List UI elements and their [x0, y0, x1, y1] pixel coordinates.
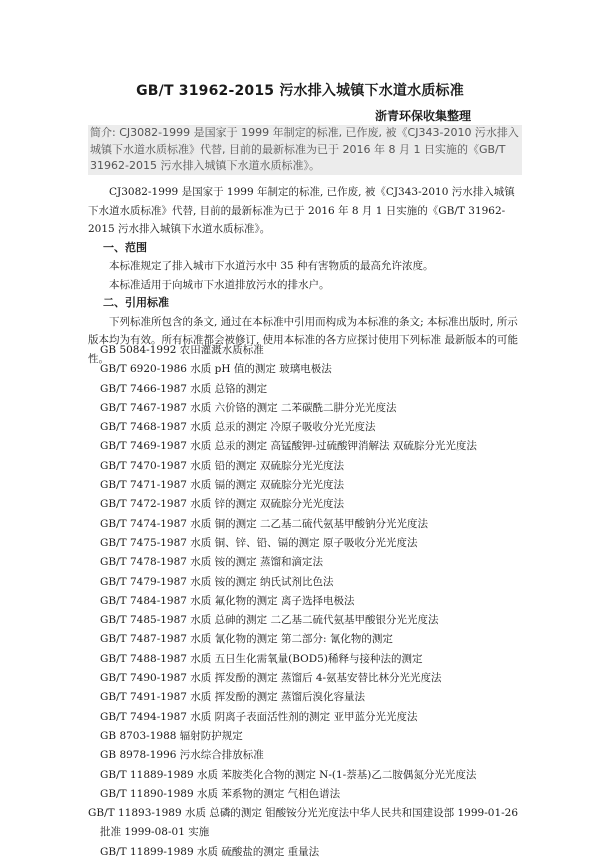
- reference-item: GB/T 7475-1987 水质 铜、锌、铅、镉的测定 原子吸收分光光度法: [100, 536, 418, 549]
- reference-item: GB/T 11889-1989 水质 苯胺类化合物的测定 N-(1-萘基)乙二胺偶氮分光光度法: [100, 768, 477, 781]
- reference-item: GB/T 7468-1987 水质 总汞的测定 冷原子吸收分光光度法: [100, 421, 376, 434]
- section-heading-scope: 一、范围: [103, 240, 147, 254]
- reference-item: GB/T 6920-1986 水质 pH 值的测定 玻璃电极法: [100, 363, 332, 376]
- reference-item: GB/T 7472-1987 水质 锌的测定 双硫腙分光光度法: [100, 498, 344, 511]
- reference-item: GB/T 11899-1989 水质 硫酸盐的测定 重量法: [100, 845, 320, 858]
- scope-paragraph-2: 本标准适用于向城市下水道排放污水的排水户。: [109, 278, 330, 291]
- reference-item: GB 5084-1992 农田灌溉水质标准: [100, 344, 264, 356]
- reference-item: GB/T 7471-1987 水质 镉的测定 双硫腙分光光度法: [100, 479, 344, 492]
- reference-item: GB/T 7478-1987 水质 铵的测定 蒸馏和滴定法: [100, 556, 323, 569]
- reference-item: GB/T 7491-1987 水质 挥发酚的测定 蒸馏后溴化容量法: [100, 691, 365, 704]
- summary-box: 简介: CJ3082-1999 是国家于 1999 年制定的标准, 已作废, 被《CJ343-2010 污水排入城镇下水道水质标准》代替, 目前的最新标准为已于 2016 年 8 月 1 日实施的《GB/T 31962-2015 污水排入城镇下水道水质标准》。: [88, 125, 522, 175]
- reference-item: GB/T 11893-1989 水质 总磷的测定 钼酸铵分光光度法中华人民共和国建设部 1999-01-26 批准 1999-08-01 实施: [88, 807, 519, 839]
- reference-item: GB/T 7469-1987 水质 总汞的测定 高锰酸钾-过硫酸钾消解法 双硫腙分光光度法: [100, 440, 477, 453]
- reference-item: GB/T 7485-1987 水质 总砷的测定 二乙基二硫代氨基甲酸银分光光度法: [100, 614, 439, 627]
- document-title: GB/T 31962-2015 污水排入城镇下水道水质标准: [136, 83, 464, 99]
- scope-paragraph-1: 本标准规定了排入城市下水道污水中 35 种有害物质的最高允许浓度。: [109, 260, 434, 272]
- reference-list: [88, 341, 525, 862]
- section-heading-references: 二、引用标准: [103, 296, 169, 309]
- reference-item: GB 8978-1996 污水综合排放标准: [100, 749, 264, 762]
- reference-item: GB/T 7474-1987 水质 铜的测定 二乙基二硫代氨基甲酸钠分光光度法: [100, 517, 428, 530]
- reference-item: GB/T 7467-1987 水质 六价铬的测定 二苯碳酰二肼分光光度法: [100, 401, 397, 414]
- reference-item: GB/T 7484-1987 水质 氟化物的测定 离子选择电极法: [100, 594, 355, 607]
- reference-item: GB/T 7470-1987 水质 铅的测定 双硫腙分光光度法: [100, 459, 344, 472]
- reference-item: GB/T 11890-1989 水质 苯系物的测定 气相色谱法: [100, 787, 341, 800]
- reference-item: GB/T 7487-1987 水质 氰化物的测定 第二部分: 氰化物的测定: [100, 633, 393, 646]
- intro-paragraph: CJ3082-1999 是国家于 1999 年制定的标准, 已作废, 被《CJ343-2010 污水排入城镇下水道水质标准》代替, 目前的最新标准为已于 2016 年 8 月 1 日实施的《GB/T 31962-2015 污水排入城镇下水道水质标准》。: [88, 186, 515, 235]
- document-author: 浙青环保收集整理: [375, 109, 472, 123]
- reference-item: GB/T 7488-1987 水质 五日生化需氧量(BOD5)稀释与接种法的测定: [100, 652, 423, 665]
- reference-item: GB/T 7479-1987 水质 铵的测定 纳氏试剂比色法: [100, 575, 334, 588]
- reference-item: GB 8703-1988 辐射防护规定: [100, 729, 243, 742]
- reference-item: GB/T 7466-1987 水质 总铬的测定: [100, 382, 268, 395]
- reference-item: GB/T 7494-1987 水质 阴离子表面活性剂的测定 亚甲蓝分光光度法: [100, 710, 418, 723]
- references-paragraph: 下列标准所包含的条文, 通过在本标准中引用而构成为本标准的条文; 本标准出版时, 所示版本均为有效。所有标准都会被修订, 使用本标准的各方应探讨使用下列标准 最新版本的可能性。: [88, 315, 519, 365]
- reference-item: GB/T 7490-1987 水质 挥发酚的测定 蒸馏后 4-氨基安替比林分光光度法: [100, 672, 442, 685]
